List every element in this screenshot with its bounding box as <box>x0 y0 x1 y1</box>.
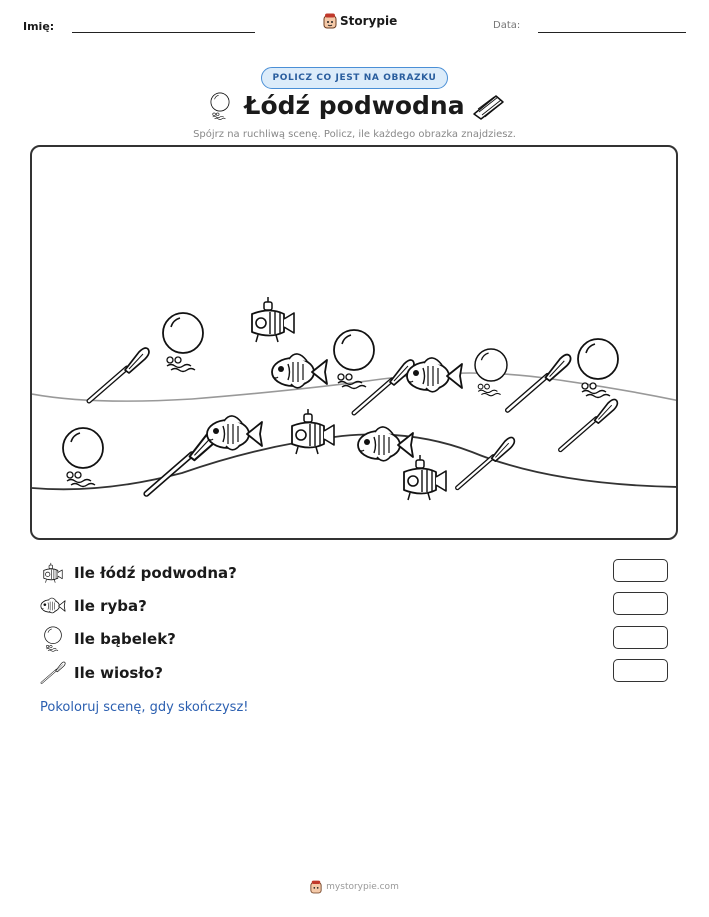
scene-drawing <box>32 147 678 540</box>
question-text: Ile łódź podwodna? <box>74 564 237 582</box>
question-bubble <box>40 626 176 652</box>
storypie-logo-icon <box>310 880 322 894</box>
oar <box>146 430 218 494</box>
question-submarine <box>40 560 237 586</box>
oar-icon <box>40 660 66 686</box>
submarine <box>292 409 334 454</box>
footer <box>0 880 709 894</box>
fish <box>358 427 413 461</box>
submarine <box>252 297 294 342</box>
submarine-icon <box>40 562 66 584</box>
answer-box-submarine[interactable] <box>613 559 668 582</box>
oar-icon <box>470 92 506 120</box>
brand-name: Storypie <box>340 14 398 28</box>
task-pill: POLICZ CO JEST NA OBRAZKU <box>261 67 448 89</box>
bubble <box>334 330 374 389</box>
date-line[interactable] <box>538 32 686 33</box>
oar <box>508 355 571 411</box>
water-line-front <box>32 434 678 489</box>
name-label: Imię: <box>23 20 55 33</box>
question-oar <box>40 660 163 686</box>
fish <box>407 358 462 392</box>
water-line-back <box>32 373 678 401</box>
question-fish <box>40 593 147 619</box>
bubble <box>475 349 507 396</box>
question-text: Ile ryba? <box>74 597 147 615</box>
oar <box>560 399 617 449</box>
submarine <box>404 455 446 500</box>
instructions: Spójrz na ruchliwą scenę. Policz, ile każdego obrazka znajdziesz. <box>193 129 516 140</box>
question-text: Ile wiosło? <box>74 664 163 682</box>
name-line[interactable] <box>72 32 255 33</box>
fish <box>272 354 327 388</box>
bubble <box>63 428 103 487</box>
bubble-icon <box>42 626 64 652</box>
fish <box>207 416 262 450</box>
date-label: Data: <box>493 20 521 31</box>
bubble <box>163 313 203 372</box>
answer-box-bubble[interactable] <box>613 626 668 649</box>
oar <box>457 437 514 487</box>
storypie-logo-icon <box>323 13 337 29</box>
fish-icon <box>40 596 66 616</box>
footer-site[interactable]: mystorypie.com <box>326 882 399 892</box>
answer-box-oar[interactable] <box>613 659 668 682</box>
oar <box>89 348 149 401</box>
question-text: Ile bąbelek? <box>74 630 176 648</box>
brand <box>323 13 397 29</box>
coloring-note: Pokoloruj scenę, gdy skończysz! <box>40 700 249 715</box>
page-title: Łódź podwodna <box>244 91 465 120</box>
scene-picture <box>30 145 678 540</box>
answer-box-fish[interactable] <box>613 592 668 615</box>
